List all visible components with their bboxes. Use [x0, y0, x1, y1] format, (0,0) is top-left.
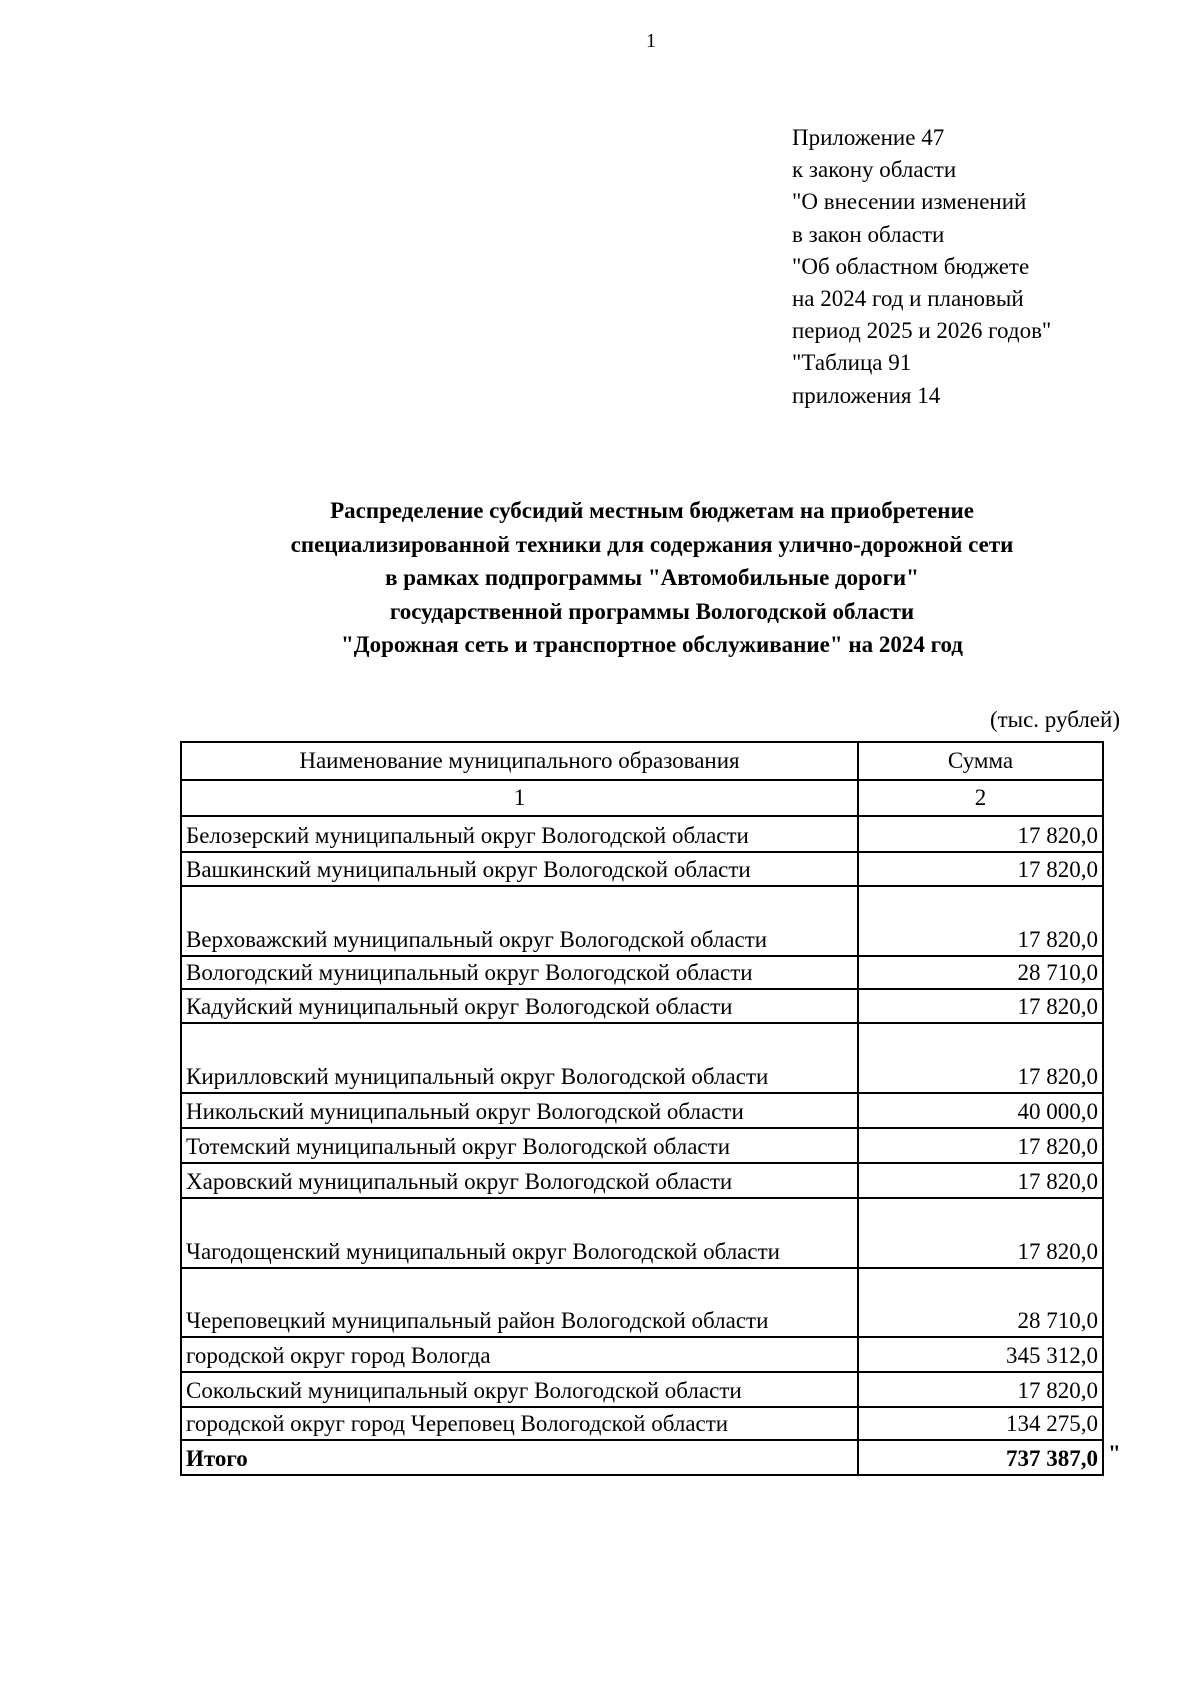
total-row [181, 1440, 1103, 1475]
column-number: 2 [858, 780, 1103, 816]
appendix-line: "Об областном бюджете [792, 253, 1030, 279]
municipality-name: Кадуйский муниципальный округ Вологодской области [181, 989, 858, 1023]
table-row [181, 816, 1103, 852]
table-row [181, 886, 1103, 956]
subsidy-sum: 17 820,0 [858, 1128, 1103, 1163]
title-line: государственной программы Вологодской области [389, 598, 915, 624]
subsidy-sum: 17 820,0 [858, 1023, 1103, 1093]
table-row [181, 1198, 1103, 1268]
subsidy-sum: 17 820,0 [858, 1372, 1103, 1407]
municipality-name: Сокольский муниципальный округ Вологодской области [181, 1372, 858, 1407]
appendix-reference [792, 122, 1051, 412]
total-label: Итого [181, 1440, 858, 1475]
units-label: (тыс. рублей) [989, 707, 1120, 732]
header-sum: Сумма [858, 742, 1103, 780]
appendix-line: приложения 14 [792, 382, 941, 408]
municipality-name: Вологодский муниципальный округ Вологодской области [181, 956, 858, 989]
title-line: специализированной техники для содержания улично-дорожной сети [290, 531, 1014, 557]
table-row [181, 852, 1103, 886]
column-number: 1 [181, 780, 858, 816]
subsidy-sum: 28 710,0 [858, 956, 1103, 989]
appendix-line: в закон области [792, 221, 945, 247]
title-line: Распределение субсидий местным бюджетам на приобретение [330, 498, 974, 523]
header-name: Наименование муниципального образования [181, 742, 858, 780]
table-row [181, 1128, 1103, 1163]
municipality-name: Никольский муниципальный округ Вологодской области [181, 1093, 858, 1128]
appendix-line: на 2024 год и плановый [792, 286, 1024, 312]
table-row [181, 1337, 1103, 1372]
appendix-line: "О внесении изменений [792, 189, 1027, 215]
closing-quote: " [1108, 1441, 1121, 1466]
subsidy-sum: 17 820,0 [858, 1198, 1103, 1268]
subsidy-sum: 345 312,0 [858, 1337, 1103, 1372]
subsidy-sum: 134 275,0 [858, 1407, 1103, 1440]
municipality-name: Верховажский муниципальный округ Вологодской области [181, 886, 858, 956]
document-title [150, 494, 1154, 662]
municipality-name: городской округ город Череповец Вологодской области [181, 1407, 858, 1440]
title-line: "Дорожная сеть и транспортное обслуживание" на 2024 год [341, 632, 963, 657]
subsidy-sum: 17 820,0 [858, 816, 1103, 852]
column-number-row [181, 780, 1103, 816]
table-row [181, 1163, 1103, 1198]
municipality-name: Тотемский муниципальный округ Вологодской области [181, 1128, 858, 1163]
appendix-line: Приложение 47 [792, 125, 945, 150]
header-row [181, 742, 1103, 780]
table-row [181, 1093, 1103, 1128]
subsidy-sum: 17 820,0 [858, 886, 1103, 956]
subsidy-sum: 17 820,0 [858, 1163, 1103, 1198]
total-sum: 737 387,0 [858, 1440, 1103, 1475]
subsidy-sum: 28 710,0 [858, 1268, 1103, 1337]
title-line: в рамках подпрограммы "Автомобильные дороги" [385, 565, 919, 590]
appendix-line: к закону области [792, 157, 957, 183]
subsidy-sum: 40 000,0 [858, 1093, 1103, 1128]
subsidy-sum: 17 820,0 [858, 852, 1103, 886]
municipality-name: Кирилловский муниципальный округ Вологодской области [181, 1023, 858, 1093]
table-row [181, 1268, 1103, 1337]
municipality-name: Череповецкий муниципальный район Вологодской области [181, 1268, 858, 1337]
subsidy-sum: 17 820,0 [858, 989, 1103, 1023]
municipality-name: Харовский муниципальный округ Вологодской области [181, 1163, 858, 1198]
municipality-name: городской округ город Вологда [181, 1337, 858, 1372]
appendix-line: период 2025 и 2026 годов" [792, 318, 1052, 344]
table-row [181, 1407, 1103, 1440]
table-row [181, 956, 1103, 989]
municipality-name: Белозерский муниципальный округ Вологодской области [181, 816, 858, 852]
municipality-name: Вашкинский муниципальный округ Вологодской области [181, 852, 858, 886]
table-row [181, 1023, 1103, 1093]
municipality-name: Чагодощенский муниципальный округ Вологодской области [181, 1198, 858, 1268]
table-row [181, 1372, 1103, 1407]
appendix-line: "Таблица 91 [792, 350, 912, 376]
table-row [181, 989, 1103, 1023]
page-number: 1 [646, 30, 656, 52]
subsidy-table [180, 741, 1104, 1476]
